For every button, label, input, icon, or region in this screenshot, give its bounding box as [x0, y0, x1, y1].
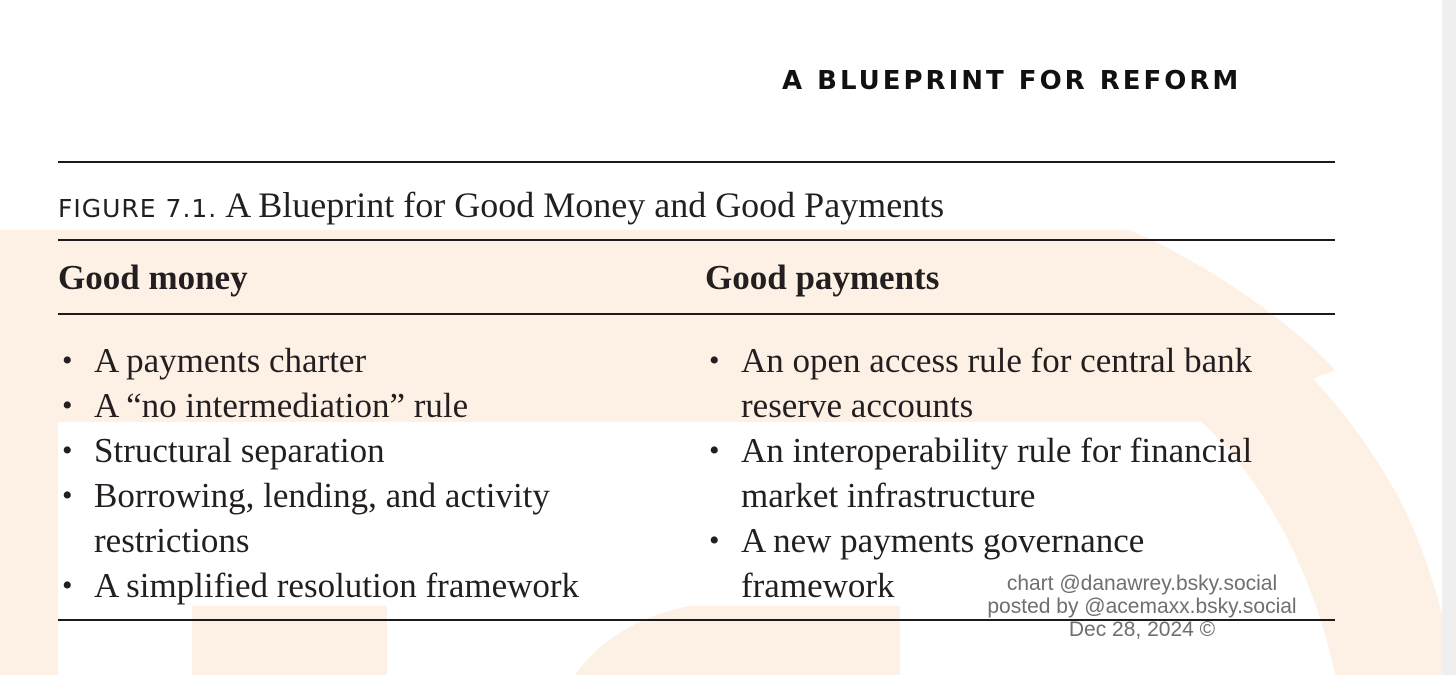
- list-item-text: An interoperability rule for financial market infrastructure: [741, 431, 1253, 515]
- figure-caption: [58, 184, 944, 226]
- header-rule: [58, 313, 1335, 315]
- watermark-block-bottom: [192, 606, 387, 675]
- bullet-icon: •: [62, 434, 73, 467]
- bullet-icon: •: [62, 344, 73, 377]
- bullet-icon: •: [62, 389, 73, 422]
- list-item-text: An open access rule for central bank reserve accounts: [741, 341, 1253, 425]
- list-item-text: A “no intermediation” rule: [94, 386, 469, 425]
- top-rule: [58, 161, 1335, 163]
- figure-label: FIGURE 7.1.: [58, 194, 218, 223]
- credit-posted-line: posted by @acemaxx.bsky.social: [987, 595, 1297, 618]
- list-item: [705, 338, 1301, 428]
- bullet-icon: •: [709, 344, 720, 377]
- bullet-icon: •: [709, 434, 720, 467]
- list-item-text: A simplified resolution framework: [94, 566, 580, 605]
- list-item: [58, 338, 678, 383]
- list-item-text: A new payments governance framework: [741, 521, 1145, 605]
- column-heading-good-money: Good money: [58, 258, 248, 297]
- running-head: A BLUEPRINT FOR REFORM: [782, 66, 1242, 96]
- column-heading-good-payments: Good payments: [705, 258, 940, 297]
- good-payments-list: [705, 338, 1325, 608]
- credit-watermark: [942, 572, 1342, 641]
- credit-chart-line: chart @danawrey.bsky.social: [1006, 572, 1278, 595]
- bullet-icon: •: [62, 569, 73, 602]
- figure-title: A Blueprint for Good Money and Good Payments: [225, 185, 945, 225]
- bullet-icon: •: [62, 479, 73, 512]
- good-money-list: [58, 338, 678, 608]
- list-item: [58, 473, 584, 563]
- list-item: [58, 383, 678, 428]
- caption-rule: [58, 239, 1335, 241]
- list-item-text: A payments charter: [94, 341, 367, 380]
- watermark-block-left: [0, 230, 58, 675]
- list-item: [58, 563, 678, 608]
- list-item: [705, 428, 1301, 518]
- bullet-icon: •: [709, 524, 720, 557]
- watermark-arc-bottom: [575, 606, 900, 675]
- list-item-text: Borrowing, lending, and activity restrictions: [94, 476, 550, 560]
- list-item-text: Structural separation: [94, 431, 385, 470]
- list-item: [58, 428, 678, 473]
- page-edge: [1442, 0, 1456, 675]
- credit-date-line: Dec 28, 2024 ©: [1068, 618, 1216, 641]
